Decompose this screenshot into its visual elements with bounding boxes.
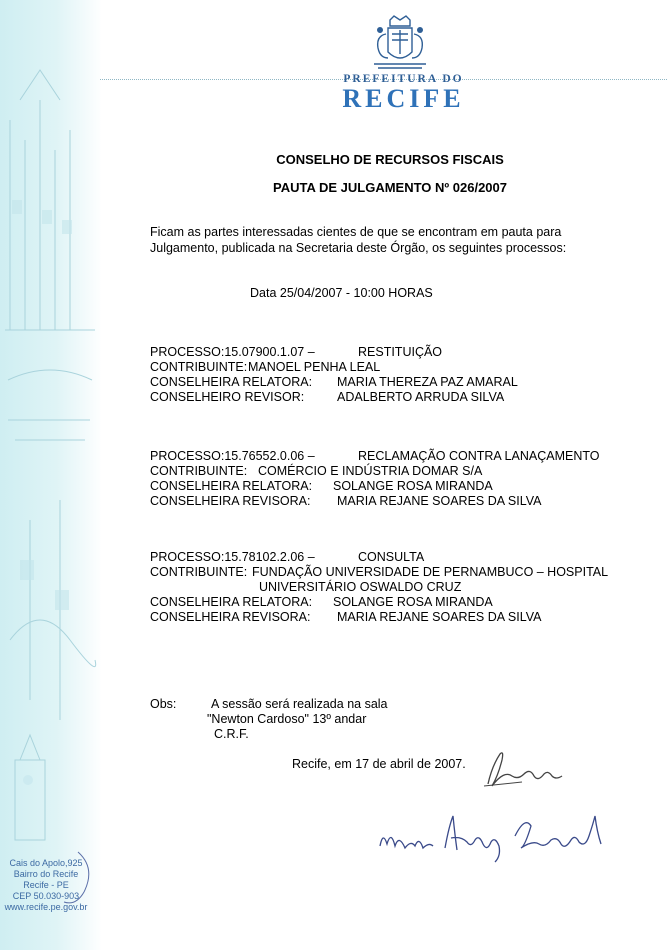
address-line: Cais do Apolo,925	[9, 858, 83, 868]
session-date: Data 25/04/2007 - 10:00 HORAS	[250, 286, 433, 300]
rapporteur-name: SOLANGE ROSA MIRANDA	[333, 595, 493, 609]
city-watermark-strip	[0, 0, 102, 950]
taxpayer-label: CONTRIBUINTE:	[150, 565, 248, 579]
process-type: RESTITUIÇÃO	[358, 345, 443, 359]
city-skyline-watermark	[0, 0, 102, 950]
rapporteur-label: CONSELHEIRA RELATORA:	[150, 479, 313, 493]
obs-label: Obs:	[150, 697, 177, 711]
reviewer-name: MARIA REJANE SOARES DA SILVA	[337, 494, 542, 508]
coat-of-arms-logo	[364, 14, 436, 72]
process-number: PROCESSO:15.07900.1.07 –	[150, 345, 315, 359]
website-link[interactable]: www.recife.pe.gov.br	[4, 902, 88, 912]
reviewer-label: CONSELHEIRA REVISORA:	[150, 494, 311, 508]
address-line: Bairro do Recife	[13, 869, 79, 879]
rapporteur-label: CONSELHEIRA RELATORA:	[150, 595, 313, 609]
process-type: CONSULTA	[358, 550, 425, 564]
closing-date: Recife, em 17 de abril de 2007.	[292, 757, 466, 771]
taxpayer-name: MANOEL PENHA LEAL	[248, 360, 381, 374]
process-number: PROCESSO:15.78102.2.06 –	[150, 550, 315, 564]
intro-line-1: Ficam as partes interessadas cientes de que se encontram em pauta para	[150, 225, 562, 239]
council-title: CONSELHO DE RECURSOS FISCAIS	[276, 152, 504, 167]
reviewer-label: CONSELHEIRA REVISORA:	[150, 610, 311, 624]
recife-wordmark: RECIFE	[342, 84, 465, 113]
taxpayer-name: FUNDAÇÃO UNIVERSIDADE DE PERNAMBUCO – HOSPITAL	[252, 565, 609, 579]
rapporteur-name: SOLANGE ROSA MIRANDA	[333, 479, 493, 493]
address-line: CEP 50.030-903	[12, 891, 80, 901]
taxpayer-label: CONTRIBUINTE:	[150, 464, 248, 478]
rapporteur-label: CONSELHEIRA RELATORA:	[150, 375, 313, 389]
intro-line-2: Julgamento, publicada na Secretaria deste Órgão, os seguintes processos:	[150, 241, 567, 255]
obs-line-3: C.R.F.	[214, 727, 249, 741]
signature-1	[478, 746, 568, 796]
address-block	[0, 858, 92, 913]
reviewer-label: CONSELHEIRO REVISOR:	[150, 390, 305, 404]
prefeitura-label: PREFEITURA DO	[343, 73, 464, 85]
reviewer-name: ADALBERTO ARRUDA SILVA	[337, 390, 505, 404]
reviewer-name: MARIA REJANE SOARES DA SILVA	[337, 610, 542, 624]
obs-line-2: "Newton Cardoso" 13º andar	[207, 712, 367, 726]
process-number: PROCESSO:15.76552.0.06 –	[150, 449, 315, 463]
rapporteur-name: MARIA THEREZA PAZ AMARAL	[337, 375, 518, 389]
signature-2	[375, 806, 615, 866]
taxpayer-label: CONTRIBUINTE:	[150, 360, 248, 374]
obs-line-1: A sessão será realizada na sala	[211, 697, 388, 711]
taxpayer-name: COMÉRCIO E INDÚSTRIA DOMAR S/A	[258, 464, 483, 478]
taxpayer-name-continued: UNIVERSITÁRIO OSWALDO CRUZ	[259, 580, 462, 594]
address-line: Recife - PE	[23, 880, 69, 890]
agenda-title: PAUTA DE JULGAMENTO Nº 026/2007	[273, 180, 507, 195]
process-type: RECLAMAÇÃO CONTRA LANAÇAMENTO	[358, 449, 600, 463]
